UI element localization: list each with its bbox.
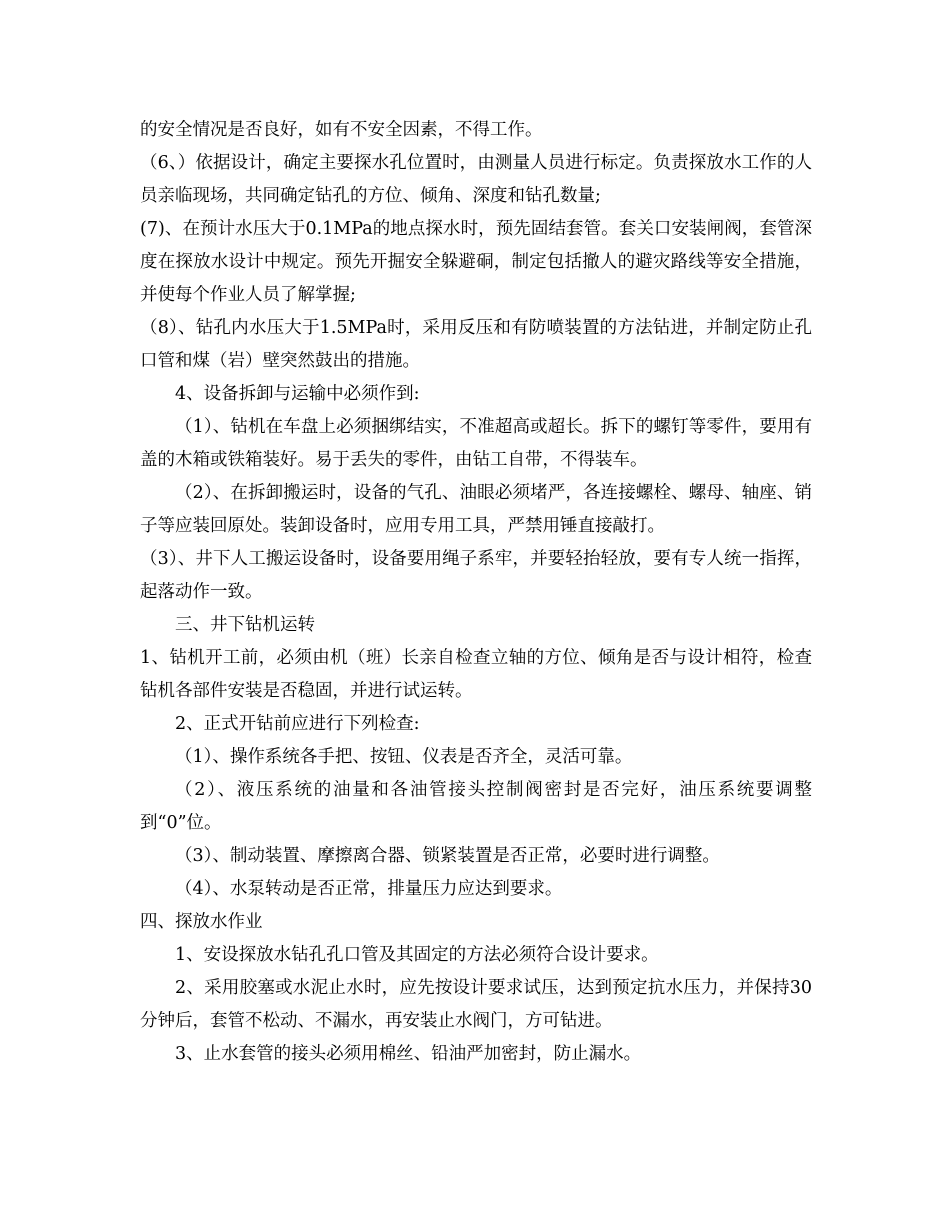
paragraph-4-item-1: （1）、钻机在车盘上必须捆绑结实，不准超高或超长。拆下的螺钉等零件，要用有盖的木箱或铁箱装好。易于丢失的零件，由钻工自带，不得装车。 bbox=[140, 417, 812, 470]
paragraph-4-2: 2、采用胶塞或水泥止水时，应先按设计要求试压，达到预定抗水压力，并保持30分钟后，套管不松动、不漏水，再安装止水阀门，方可钻进。 bbox=[140, 978, 812, 1031]
section-heading-3: 三、井下钻机运转 bbox=[175, 615, 315, 635]
paragraph-check-1: （1）、操作系统各手把、按钮、仪表是否齐全，灵活可靠。 bbox=[175, 747, 633, 767]
paragraph-3-item-1: 1、钻机开工前，必须由机（班）长亲自检查立轴的方位、倾角是否与设计相符，检查钻机各部件安装是否稳固，并进行试运转。 bbox=[140, 648, 812, 701]
paragraph-item-8: （8）、钻孔内水压大于1.5MPa时，采用反压和有防喷装置的方法钻进，并制定防止孔口管和煤（岩）壁突然鼓出的措施。 bbox=[140, 318, 812, 371]
section-heading-4: 四、探放水作业 bbox=[140, 912, 263, 932]
paragraph-check-4: （4）、水泵转动是否正常，排量压力应达到要求。 bbox=[175, 879, 563, 899]
paragraph-4-1: 1、安设探放水钻孔孔口管及其固定的方法必须符合设计要求。 bbox=[175, 945, 659, 965]
paragraph-4-3: 3、止水套管的接头必须用棉丝、铅油严加密封，防止漏水。 bbox=[175, 1044, 642, 1064]
paragraph-4-item-3: （3）、井下人工搬运设备时，设备要用绳子系牢，并要轻抬轻放，要有专人统一指挥，起落动作一致。 bbox=[140, 549, 812, 602]
paragraph-section-4-heading: 4、设备拆卸与运输中必须作到: bbox=[175, 384, 420, 404]
paragraph-safety-check: 的安全情况是否良好，如有不安全因素，不得工作。 bbox=[140, 120, 543, 140]
paragraph-item-6: （6、）依据设计，确定主要探水孔位置时，由测量人员进行标定。负责探放水工作的人员亲临现场，共同确定钻孔的方位、倾角、深度和钻孔数量; bbox=[140, 153, 812, 206]
paragraph-item-7: (7)、在预计水压大于0.1MPa的地点探水时，预先固结套管。套关口安装闸阀，套管深度在探放水设计中规定。预先开掘安全躲避硐，制定包括撤人的避灾路线等安全措施，并使每个作业人员了解掌握; bbox=[140, 219, 812, 305]
paragraph-4-item-2: （2）、在拆卸搬运时，设备的气孔、油眼必须堵严，各连接螺栓、螺母、轴座、销子等应装回原处。装卸设备时，应用专用工具，严禁用锤直接敲打。 bbox=[140, 483, 812, 536]
paragraph-3-item-2: 2、正式开钻前应进行下列检查: bbox=[175, 714, 420, 734]
paragraph-check-2: （2）、液压系统的油量和各油管接头控制阀密封是否完好，油压系统要调整到“0”位。 bbox=[140, 780, 812, 833]
paragraph-check-3: （3）、制动装置、摩擦离合器、锁紧装置是否正常，必要时进行调整。 bbox=[175, 846, 720, 866]
